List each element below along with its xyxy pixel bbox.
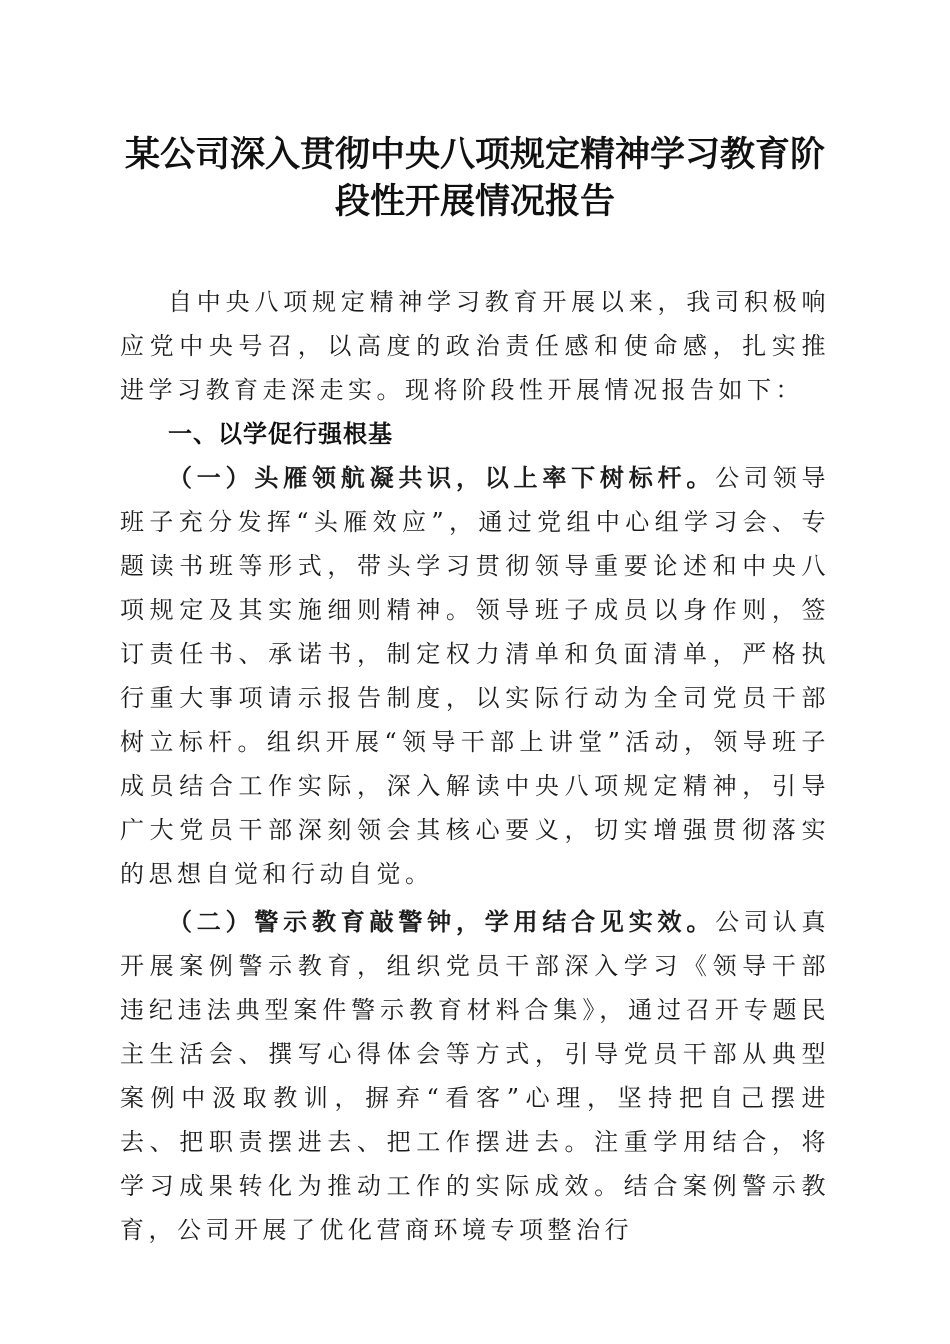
section-heading: 一、以学促行强根基 (168, 420, 393, 448)
item1-text: 公司领导班子充分发挥“头雁效应”，通过党组中心组学习会、专题读书班等形式，带头学习贯彻领导重要论述和中央八项规定及其实施细则精神。领导班子成员以身作则，签订责任书、承诺书，制定权力清单和负面清单，严格执行重大事项请示报告制度，以实际行动为全司党员干部树立标杆。组织开展“领导干部上讲堂”活动，领导班子成员结合工作实际，深入解读中央八项规定精神，引导广大党员干部深刻领会其核心要义，切实增强贯彻落实的思想自觉和行动自觉。 (120, 464, 831, 888)
document-title: 某公司深入贯彻中央八项规定精神学习教育阶段性开展情况报告 (124, 134, 825, 222)
document-body (120, 280, 830, 1252)
item1-paragraph (120, 456, 830, 896)
item2-lead: （二）警示教育敲警钟，学用结合见实效。 (168, 907, 716, 936)
item2-paragraph (120, 900, 830, 1252)
intro-paragraph: 自中央八项规定精神学习教育开展以来，我司积极响应党中央号召，以高度的政治责任感和使命感，扎实推进学习教育走深走实。现将阶段性开展情况报告如下： (120, 288, 830, 404)
item2-text: 公司认真开展案例警示教育，组织党员干部深入学习《领导干部违纪违法典型案件警示教育材料合集》，通过召开专题民主生活会、撰写心得体会等方式，引导党员干部从典型案例中汲取教训，摒弃“看客”心理，坚持把自己摆进去、把职责摆进去、把工作摆进去。注重学用结合，将学习成果转化为推动工作的实际成效。结合案例警示教育，公司开展了优化营商环境专项整治行 (120, 908, 831, 1244)
item1-lead: （一）头雁领航凝共识，以上率下树标杆。 (168, 463, 716, 492)
